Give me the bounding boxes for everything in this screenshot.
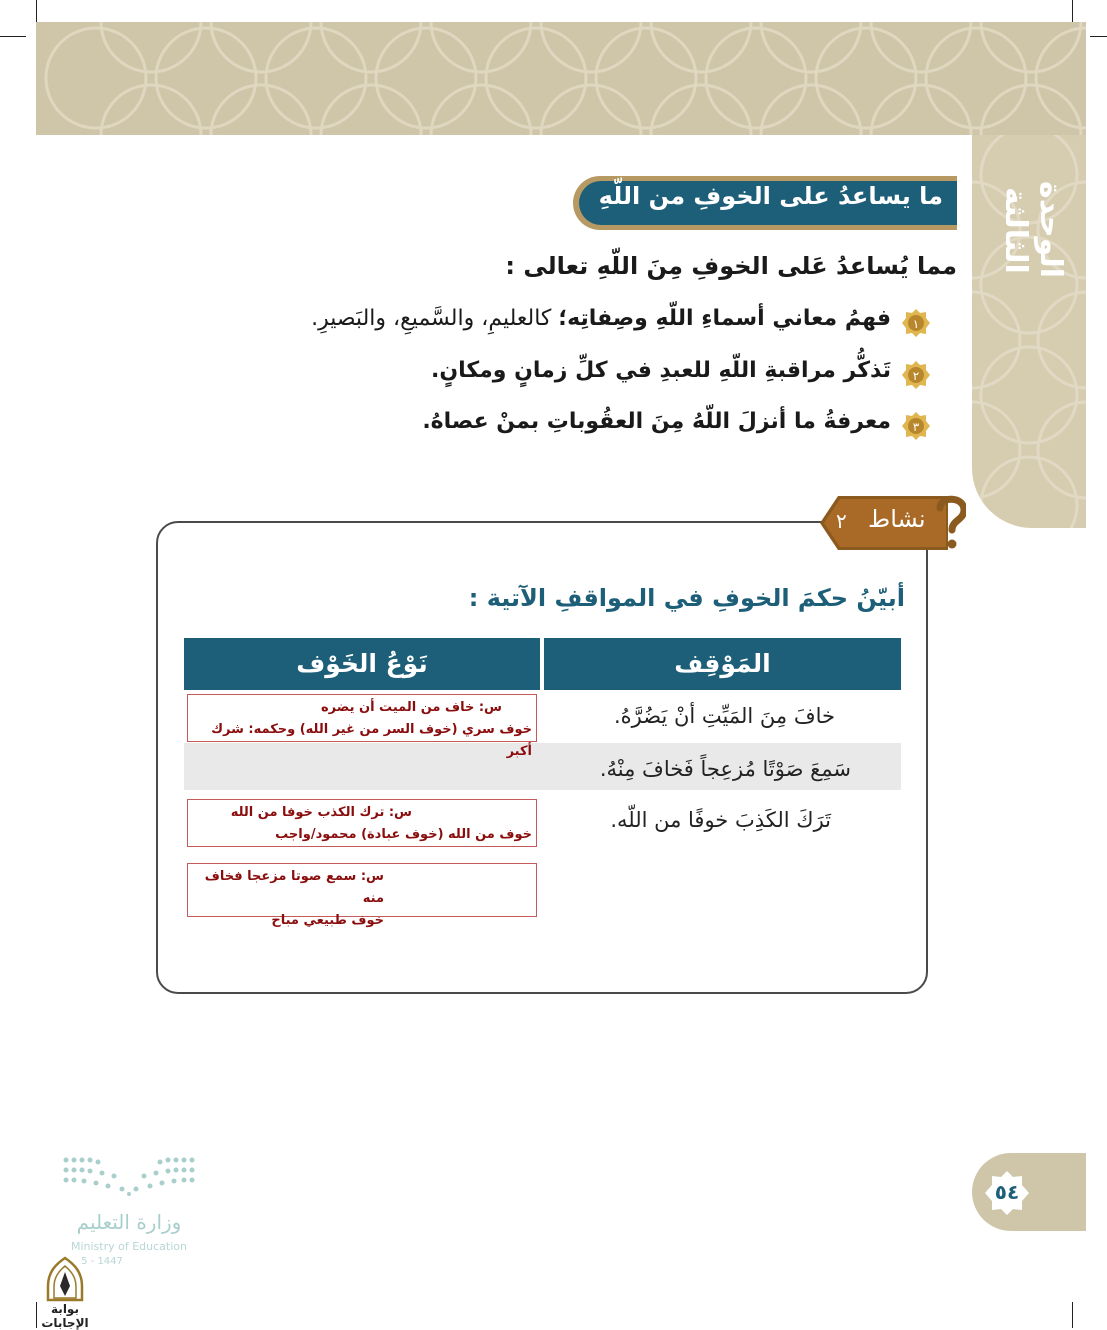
badge-number: ٢ <box>912 369 920 383</box>
point-item <box>431 358 891 383</box>
watermark-text: بوابة الإجابات <box>41 1302 89 1330</box>
crop-mark <box>36 0 37 22</box>
activity-label: نشاط <box>868 505 926 533</box>
answer-line: خوف من الله (خوف عبادة) محمود/واجب <box>275 827 532 842</box>
intro-text: مما يُساعدُ عَلى الخوفِ مِنَ اللّهِ تعالى : <box>505 252 957 280</box>
table-cell-situation: تَرَكَ الكَذِبَ خوفًا من اللّه. <box>610 808 831 832</box>
section-title: ما يساعدُ على الخوفِ من اللّهِ <box>598 182 943 210</box>
number-badge-icon <box>901 360 931 390</box>
point-bold: تَذكُّر مراقبةِ اللّهِ للعبدِ في كلِّ زمانٍ ومكانٍ. <box>430 358 891 383</box>
answer-box <box>187 799 537 847</box>
table-header-situation: المَوْقِف <box>544 638 901 690</box>
table-header-fear-type: نَوْعُ الخَوْف <box>184 638 540 690</box>
point-item <box>422 409 891 434</box>
crop-mark <box>1072 0 1073 22</box>
ministry-logo-icon <box>62 1156 196 1198</box>
badge-number: ٣ <box>912 420 920 434</box>
badge-number: ١ <box>912 317 920 331</box>
answer-line: س: خاف من الميت أن يضره <box>321 700 502 715</box>
table-cell-situation: سَمِعَ صَوْتًا مُزعِجاً فَخافَ مِنْهُ. <box>599 757 851 781</box>
answer-line: س: سمع صوتا مزعجا فخاف منه <box>204 869 384 906</box>
watermark-logo-icon <box>44 1256 86 1302</box>
point-text <box>431 358 891 383</box>
answer-box <box>187 863 537 928</box>
answer-line: خوف طبيعي مباح <box>271 913 384 928</box>
table-cell-situation: خافَ مِنَ المَيِّتِ أنْ يَضُرَّهُ. <box>614 704 835 728</box>
number-badge-icon <box>901 411 931 441</box>
crop-mark <box>1090 36 1107 37</box>
unit-label: الوحدة الثالثة <box>998 181 1068 279</box>
point-bold: معرفةُ ما أنزلَ اللّهُ مِنَ العقُوباتِ بمنْ عصاهُ. <box>422 409 891 434</box>
crop-mark <box>0 36 26 37</box>
point-text <box>311 306 891 331</box>
activity-question: أبيّنُ حكمَ الخوفِ في المواقفِ الآتية : <box>468 584 905 612</box>
answer-box <box>187 694 537 759</box>
point-item <box>311 306 891 331</box>
number-badge-icon <box>901 308 931 338</box>
ministry-name-arabic: وزارة التعليم <box>76 1210 182 1234</box>
point-text <box>422 409 891 434</box>
section-title-banner <box>573 176 957 230</box>
ministry-year: 5 - 1447 <box>81 1256 123 1267</box>
activity-number: ٢ <box>836 509 847 533</box>
answer-line: س: ترك الكذب خوفا من الله <box>230 805 412 820</box>
point-rest: كالعليمِ، والسَّميعِ، والبَصيرِ. <box>311 306 559 331</box>
top-pattern-banner <box>36 22 1086 135</box>
crop-mark <box>1072 1302 1073 1328</box>
answer-line: خوف سري (خوف السر من غير الله) وحكمه: شرك أكبر <box>211 722 532 759</box>
ministry-name-english: Ministry of Education <box>70 1240 187 1253</box>
point-bold: فهمُ معاني أسماءِ اللّهِ وصِفاتِه؛ <box>558 306 891 331</box>
page-number: ٥٤ <box>994 1180 1020 1204</box>
